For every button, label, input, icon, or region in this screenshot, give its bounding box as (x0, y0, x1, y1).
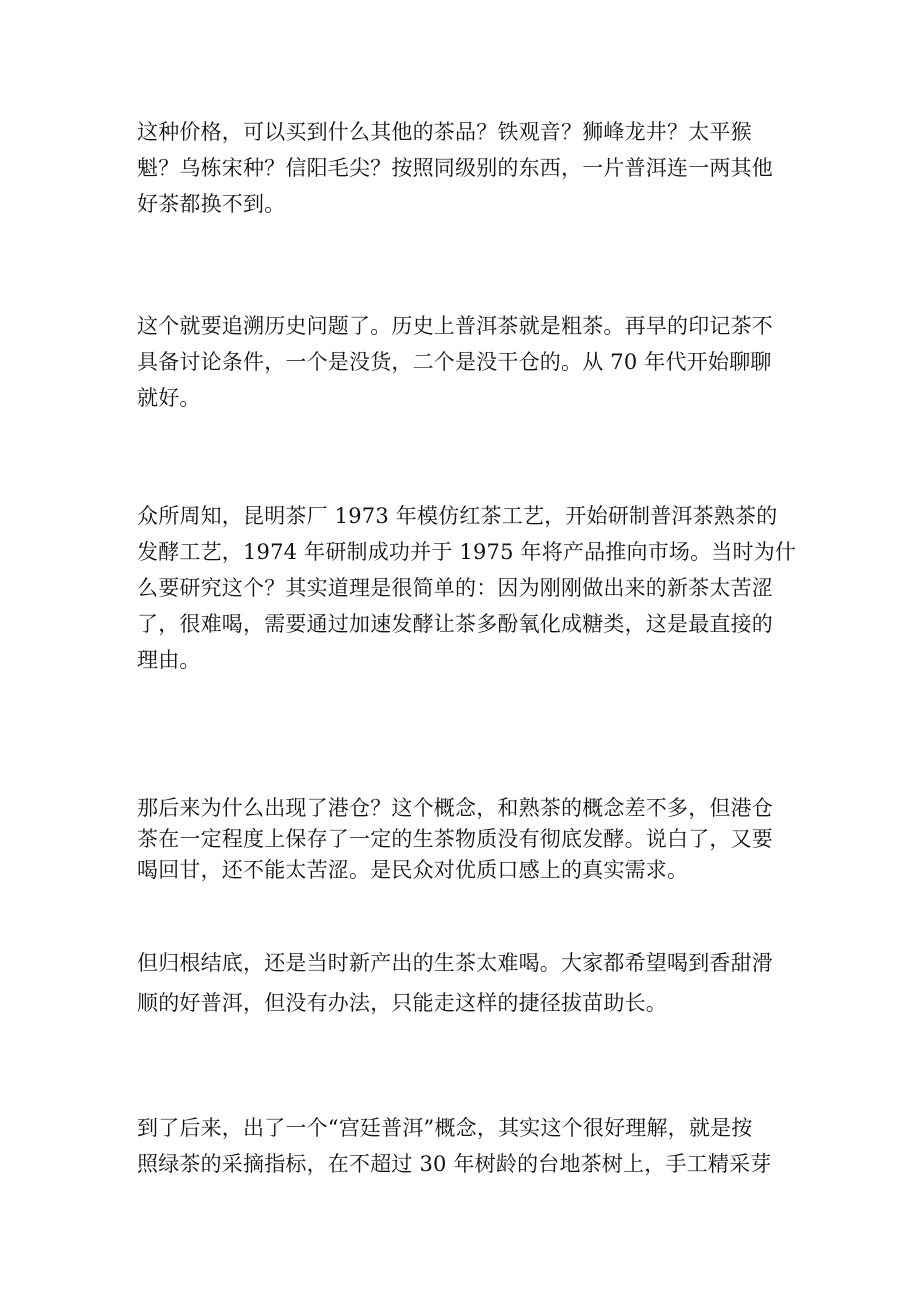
text-line: 这个就要追溯历史问题了。历史上普洱茶就是粗茶。再早的印记茶不 (137, 314, 773, 338)
paragraph (137, 498, 797, 678)
text-line: 发酵工艺，1974 年研制成功并于 1975 年将产品推向市场。当时为什 (137, 540, 797, 564)
text-line: 这种价格，可以买到什么其他的茶品？铁观音？狮峰龙井？太平猴 (137, 120, 752, 144)
text-line: 众所周知，昆明茶厂 1973 年模仿红茶工艺，开始研制普洱茶熟茶的 (137, 504, 778, 528)
text-line: 喝回甘，还不能太苦涩。是民众对优质口感上的真实需求。 (137, 858, 689, 882)
text-line: 理由。 (137, 648, 201, 672)
text-line: 顺的好普洱，但没有办法，只能走这样的捷径拔苗助长。 (137, 991, 667, 1015)
text-line: 照绿茶的采摘指标，在不超过 30 年树龄的台地茶树上，手工精采芽 (137, 1152, 772, 1176)
text-line: 那后来为什么出现了港仓？这个概念，和熟茶的概念差不多，但港仓 (137, 796, 773, 820)
text-line: 了，很难喝，需要通过加速发酵让茶多酚氧化成糖类，这是最直接的 (137, 612, 773, 636)
paragraph (137, 943, 787, 1023)
text-line: 但归根结底，还是当时新产出的生茶太难喝。大家都希望喝到香甜滑 (137, 951, 773, 975)
paragraph (137, 793, 787, 886)
paragraph (137, 114, 787, 222)
paragraph (137, 1110, 787, 1182)
text-line: 就好。 (137, 386, 201, 410)
text-line: 么要研究这个？其实道理是很简单的：因为刚刚做出来的新茶太苦涩 (137, 576, 773, 600)
paragraph (137, 308, 787, 416)
text-line: 魁？乌栋宋种？信阳毛尖？按照同级别的东西，一片普洱连一两其他 (137, 156, 773, 180)
text-line: 好茶都换不到。 (137, 192, 286, 216)
text-line: 具备讨论条件，一个是没货，二个是没干仓的。从 70 年代开始聊聊 (137, 350, 772, 374)
text-line: 茶在一定程度上保存了一定的生茶物质没有彻底发酵。说白了，又要 (137, 827, 773, 851)
text-line: 到了后来，出了一个“宫廷普洱”概念，其实这个很好理解，就是按 (137, 1116, 753, 1140)
